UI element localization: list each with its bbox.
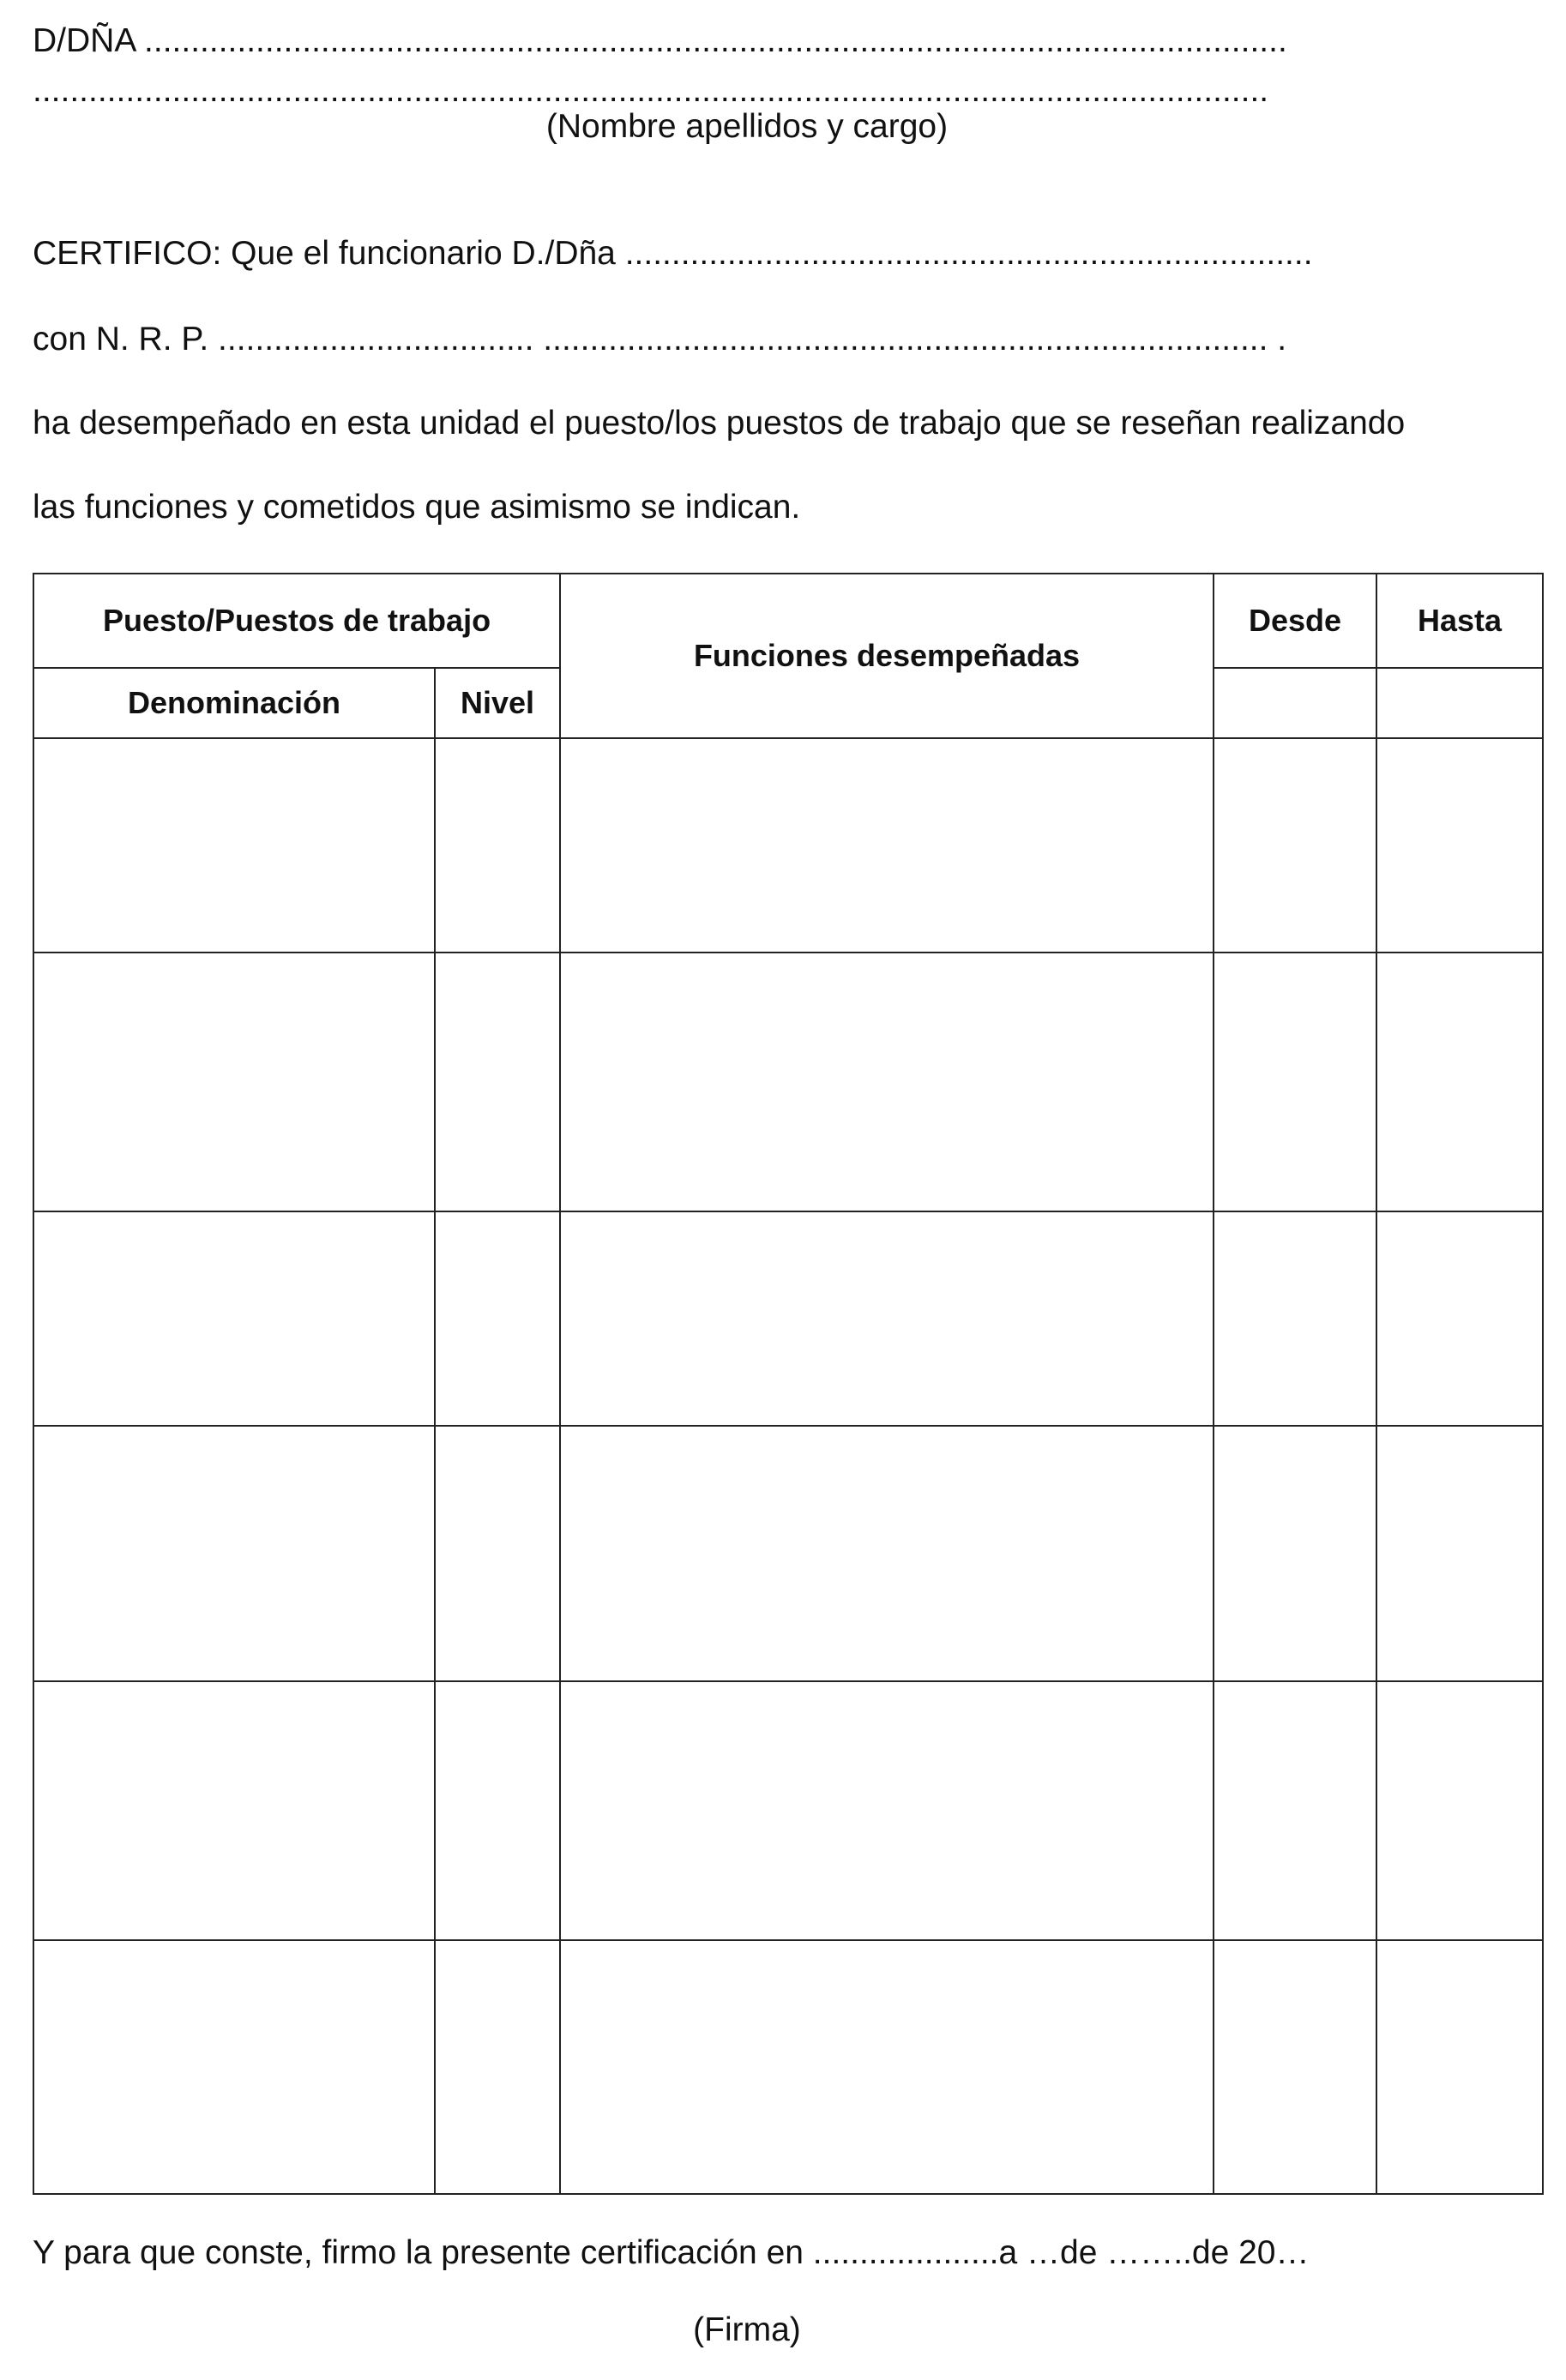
to-header: Hasta [1376,574,1543,668]
table-row [33,1426,1543,1681]
functions-cell[interactable] [560,1426,1214,1681]
level-cell[interactable] [435,1940,560,2194]
from-cell[interactable] [1214,738,1376,953]
to-subheader-cell [1376,668,1543,738]
to-cell[interactable] [1376,1940,1543,2194]
nrp-line[interactable]: con N. R. P. .................................. .............................................................................. . [33,321,1287,358]
to-cell[interactable] [1376,1681,1543,1940]
denomination-cell[interactable] [33,1681,435,1940]
level-cell[interactable] [435,738,560,953]
denomination-cell[interactable] [33,1426,435,1681]
functions-header: Funciones desempeñadas [560,574,1214,738]
signature-caption: (Firma) [693,2311,801,2348]
level-cell[interactable] [435,1211,560,1426]
name-line-1[interactable]: D/DÑA ........................................................................................................................... [33,22,1287,59]
from-subheader-cell [1214,668,1376,738]
table-row [33,1211,1543,1426]
from-cell[interactable] [1214,953,1376,1211]
table-row [33,953,1543,1211]
functions-cell[interactable] [560,953,1214,1211]
table-row [33,1940,1543,2194]
from-cell[interactable] [1214,1940,1376,2194]
to-cell[interactable] [1376,1211,1543,1426]
functions-cell[interactable] [560,1940,1214,2194]
from-cell[interactable] [1214,1211,1376,1426]
positions-table [33,573,1544,2195]
body-line-1: ha desempeñado en esta unidad el puesto/los puestos de trabajo que se reseñan realizando [33,405,1406,442]
to-cell[interactable] [1376,953,1543,1211]
level-cell[interactable] [435,1426,560,1681]
closing-line[interactable]: Y para que conste, firmo la presente certificación en ....................a …de ……..de 20… [33,2234,1310,2271]
from-cell[interactable] [1214,1426,1376,1681]
functions-cell[interactable] [560,738,1214,953]
from-cell[interactable] [1214,1681,1376,1940]
body-line-2: las funciones y cometidos que asimismo se indican. [33,489,801,526]
table-row [33,738,1543,953]
denomination-header: Denominación [33,668,435,738]
certifico-line[interactable]: CERTIFICO: Que el funcionario D./Dña .......................................................................... [33,235,1313,272]
from-header: Desde [1214,574,1376,668]
name-line-2[interactable]: ..................................................................................................................................... [33,72,1269,109]
level-header: Nivel [435,668,560,738]
functions-cell[interactable] [560,1681,1214,1940]
level-cell[interactable] [435,1681,560,1940]
denomination-cell[interactable] [33,1940,435,2194]
to-cell[interactable] [1376,738,1543,953]
to-cell[interactable] [1376,1426,1543,1681]
denomination-cell[interactable] [33,738,435,953]
denomination-cell[interactable] [33,1211,435,1426]
functions-cell[interactable] [560,1211,1214,1426]
denomination-cell[interactable] [33,953,435,1211]
level-cell[interactable] [435,953,560,1211]
name-caption: (Nombre apellidos y cargo) [545,108,949,145]
positions-group-header: Puesto/Puestos de trabajo [33,574,560,668]
table-row [33,1681,1543,1940]
